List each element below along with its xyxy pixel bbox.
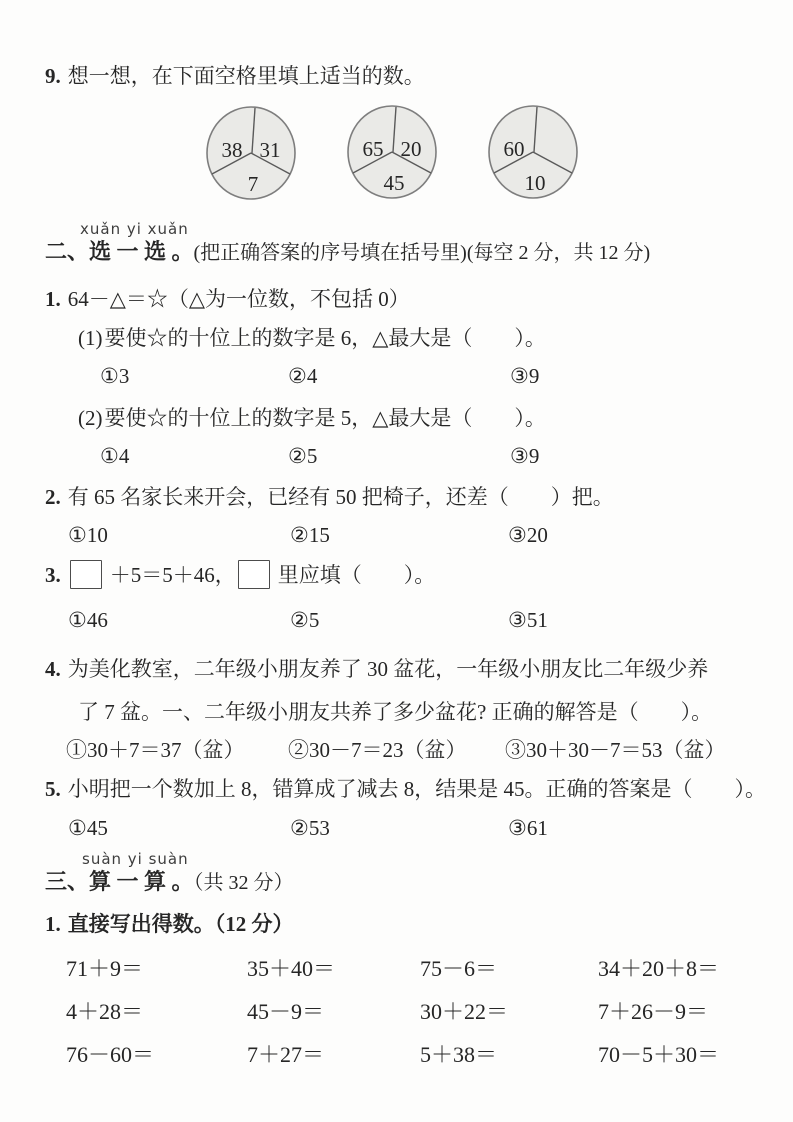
question-9-text: 想一想，在下面空格里填上适当的数。	[67, 64, 425, 88]
question-2-text: 有 65 名家长来开会，已经有 50 把椅子，还差（ ）把。	[67, 485, 614, 509]
option-3: ③61	[508, 816, 548, 840]
math-problem: 76－60＝	[66, 1042, 155, 1067]
option-3: ③9	[510, 364, 540, 388]
sub-1-number: 1.	[45, 912, 61, 936]
circle-1-right-value: 31	[259, 138, 281, 162]
question-9-number: 9.	[45, 64, 61, 88]
section-3-sub-1	[45, 912, 294, 936]
question-2	[45, 485, 614, 509]
blank-box	[70, 560, 102, 589]
part-2-options	[0, 444, 793, 470]
part-2-text: 要使☆的十位上的数字是 5，△最大是（ ）。	[104, 406, 546, 430]
question-1-part-1	[78, 326, 546, 350]
question-5-options	[0, 816, 793, 842]
circle-2-bottom-value: 45	[383, 171, 405, 195]
math-problem: 30＋22＝	[420, 999, 509, 1024]
math-problem: 35＋40＝	[247, 956, 336, 981]
math-problem: 4＋28＝	[66, 999, 144, 1024]
option-3: ③20	[508, 523, 548, 547]
question-9	[45, 64, 425, 88]
question-4	[45, 648, 728, 734]
option-2: ②4	[288, 364, 318, 388]
sub-1-note: （12 分）	[214, 912, 294, 936]
option-2: ②53	[290, 816, 330, 840]
option-2: ②30－7＝23（盆）	[288, 738, 467, 762]
question-1-number: 1.	[45, 287, 61, 311]
section-3-title: 三、算 一 算 。	[45, 869, 194, 894]
question-4-options	[0, 734, 793, 760]
math-problem: 5＋38＝	[420, 1042, 498, 1067]
question-5-text: 小明把一个数加上 8，错算成了减去 8，结果是 45。正确的答案是（ ）。	[67, 777, 766, 801]
circle-1-left-value: 38	[221, 138, 243, 162]
circle-3-left-value: 60	[503, 137, 525, 161]
math-problem: 71＋9＝	[66, 956, 144, 981]
part-2-label: (2)	[78, 406, 103, 430]
question-1-part-2	[78, 406, 546, 430]
option-2: ②5	[288, 444, 318, 468]
question-5	[45, 777, 766, 801]
section-3-note: （共 32 分）	[193, 872, 294, 894]
question-3-number: 3.	[45, 563, 61, 587]
math-problem: 7＋27＝	[247, 1042, 325, 1067]
section-3-header	[45, 870, 294, 895]
math-problem: 45－9＝	[247, 999, 325, 1024]
option-1: ①45	[68, 816, 108, 840]
question-3	[45, 560, 435, 589]
option-1: ①30＋7＝37（盆）	[66, 738, 245, 762]
option-1: ①3	[100, 364, 130, 388]
section-2-header	[45, 240, 650, 265]
option-2: ②15	[290, 523, 330, 547]
circle-2-left-value: 65	[362, 137, 384, 161]
option-3: ③51	[508, 608, 548, 632]
part-1-label: (1)	[78, 326, 103, 350]
blank-box	[238, 560, 270, 589]
question-5-number: 5.	[45, 777, 61, 801]
section-2-pinyin: xuǎn yi xuǎn	[80, 220, 189, 238]
q9-circles-figure	[198, 103, 588, 205]
math-problem: 70－5＋30＝	[598, 1042, 720, 1067]
number-circle-2	[348, 106, 436, 198]
section-2-title: 二、选 一 选 。	[45, 239, 194, 264]
option-3: ③30＋30－7＝53（盆）	[505, 738, 726, 762]
option-1: ①4	[100, 444, 130, 468]
math-problem: 75－6＝	[420, 956, 498, 981]
part-1-text: 要使☆的十位上的数字是 6，△最大是（ ）。	[104, 326, 546, 350]
option-1: ①10	[68, 523, 108, 547]
question-2-number: 2.	[45, 485, 61, 509]
option-2: ②5	[290, 608, 320, 632]
question-3-text-2: 里应填（ ）。	[277, 563, 436, 587]
circle-2-right-value: 20	[400, 137, 422, 161]
number-circle-3	[489, 106, 577, 198]
question-4-text: 为美化教室，二年级小朋友养了 30 盆花，一年级小朋友比二年级少养了 7 盆。一、二年级小朋友共养了多少盆花? 正确的解答是（ ）。	[67, 657, 713, 724]
math-problem: 34＋20＋8＝	[598, 956, 720, 981]
question-2-options	[0, 523, 793, 549]
question-3-text-1: ＋5＝5＋46，	[109, 563, 236, 587]
section-3-pinyin: suàn yi suàn	[82, 850, 189, 868]
sub-1-text: 直接写出得数。	[67, 912, 215, 936]
section-2-note: (把正确答案的序号填在括号里)(每空 2 分，共 12 分)	[193, 242, 651, 264]
question-4-number: 4.	[45, 657, 61, 681]
question-1-text: 64－△＝☆（△为一位数，不包括 0）	[67, 287, 410, 311]
math-problem: 7＋26－9＝	[598, 999, 709, 1024]
option-3: ③9	[510, 444, 540, 468]
question-3-options	[0, 608, 793, 634]
question-1	[45, 287, 410, 311]
circle-1-bottom-value: 7	[247, 172, 259, 196]
number-circle-1	[207, 107, 295, 199]
part-1-options	[0, 364, 793, 390]
option-1: ①46	[68, 608, 108, 632]
circle-3-bottom-value: 10	[524, 171, 546, 195]
